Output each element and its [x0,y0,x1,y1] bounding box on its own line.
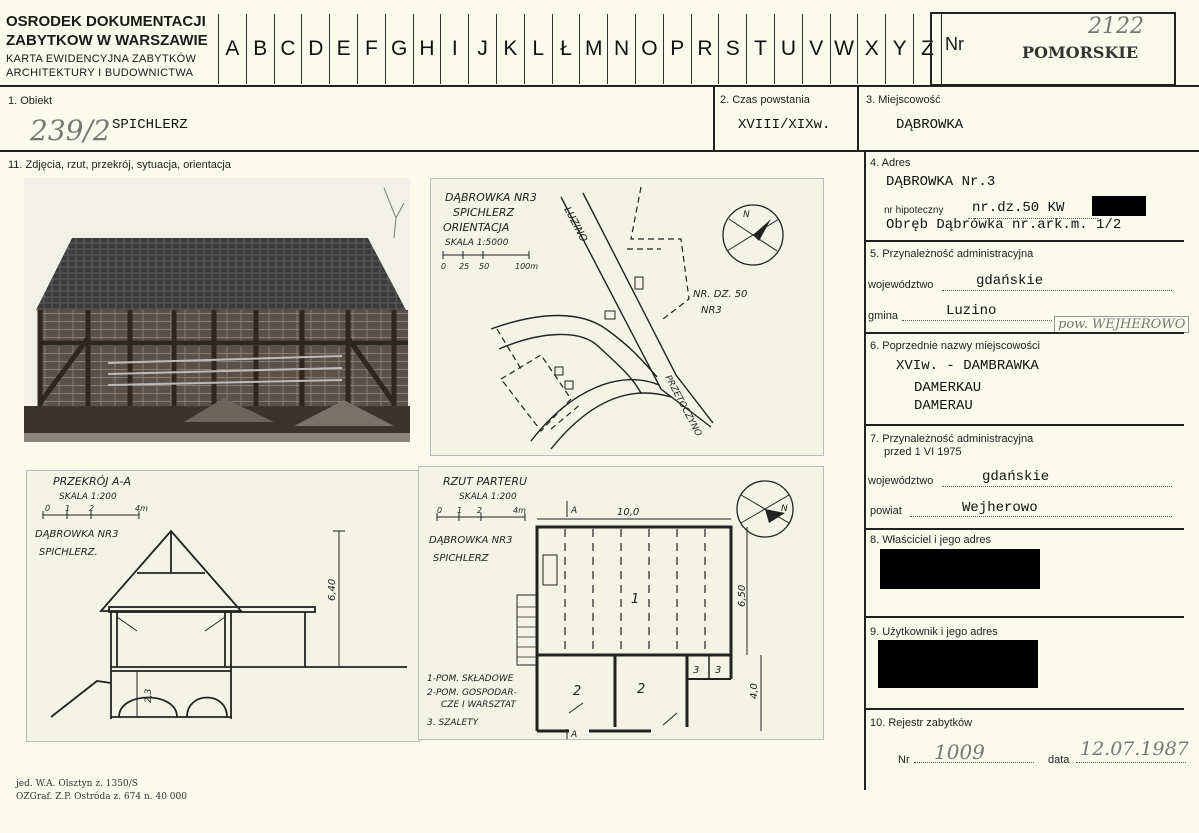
index-letter: Y [885,14,913,84]
plan-width: 10,0 [617,507,640,518]
field4-hip-value: nr.dz.50 KW [972,200,1065,216]
index-letter: P [663,14,691,84]
index-letter: E [329,14,357,84]
institution-line-1: OSRODEK DOKUMENTACJI [6,13,206,30]
field5-woj-label: województwo [868,279,934,291]
section-scale-1: 1 [65,504,71,513]
institution-line-2: ZABYTKOW W WARSZAWIE [6,32,208,49]
map-parcel-1: NR. DZ. 50 [693,289,748,300]
field2-value: XVIII/XIXw. [738,117,831,133]
field10-data-label: data [1048,754,1070,766]
field4-label: 4. Adres [870,157,911,169]
nr-value: 2122 [1088,14,1144,39]
index-letter: F [357,14,385,84]
field7-powiat-value: Wejherowo [962,500,1038,516]
subtitle-line-1: KARTA EWIDENCYJNA ZABYTKÓW [6,53,197,65]
map-scale-25: 25 [459,262,470,271]
divider-2-3 [857,85,859,151]
index-letter: T [746,14,774,84]
section-place: DĄBROWKA NR3 [35,529,119,540]
field7-woj-value: gdańskie [982,469,1050,485]
section-object: SPICHLERZ. [39,547,98,558]
plan-scale-1: 1 [457,506,463,515]
region-value: POMORSKIE [1022,43,1139,62]
index-letter: X [857,14,885,84]
section-height: 6,40 [327,578,338,601]
field5-woj-line [942,290,1172,291]
index-letter: Z [913,14,941,84]
plan-title: RZUT PARTERU [443,475,528,488]
field10-nr-label: Nr [898,754,910,766]
index-letter: J [468,14,496,84]
plan-object: SPICHLERZ [433,553,489,564]
index-letter: U [774,14,802,84]
plan-place: DĄBROWKA NR3 [429,535,513,546]
index-letter: A [218,14,246,84]
plan-legend-3: CZE I WARSZTAT [441,700,516,710]
plan-section-mark-bottom: A [571,730,578,739]
redaction-owner [880,549,1040,589]
field10-label: 10. Rejestr zabytków [870,717,973,729]
plan-legend-4: 3. SZALETY [427,718,479,728]
field1-label: 1. Obiekt [8,95,53,107]
field7-label-1: 7. Przynależność administracyjna [870,433,1034,445]
section-cellar-height: 2,3 [144,688,154,703]
granary-photo-image [24,178,410,442]
field5-label: 5. Przynależność administracyjna [870,248,1034,260]
field6-bottom [864,424,1184,426]
map-road-luzino: LUZINO [561,205,589,245]
index-letter: N [607,14,635,84]
map-scale-label: SKALA 1:5000 [445,238,509,248]
floor-plan-drawing [418,466,824,740]
field7-label-2: przed 1 VI 1975 [884,446,962,458]
field10-data-line [1076,762,1186,763]
plan-room-2b: 2 [637,682,646,697]
field8-label: 8. Właściciel i jego adres [870,534,992,546]
row1-divider [0,150,1199,152]
section-scale-0: 0 [45,504,51,513]
section-scale-label: SKALA 1:200 [59,492,117,502]
field6-name-2: DAMERKAU [914,380,982,396]
header-subtitle [6,52,196,80]
field5-gmina-line [902,320,1052,321]
field7-powiat-line [910,516,1172,517]
field10-data-value: 12.07.1987 [1080,738,1189,760]
index-letter: O [635,14,663,84]
plan-scale-0: 0 [437,506,443,515]
map-north-label: N [743,210,750,220]
index-letter: G [385,14,413,84]
granary-photo [24,178,410,442]
plan-room-3b: 3 [715,665,722,676]
field4-address: DĄBROWKA Nr.3 [886,174,996,190]
map-title-1: DĄBROWKA NR3 [445,191,537,204]
orientation-map [430,178,824,456]
redaction-user [878,640,1038,688]
index-letter: S [718,14,746,84]
field5-gmina-value: Luzino [946,303,997,319]
field10-nr-value: 1009 [934,740,985,764]
right-column-divider [864,150,866,790]
field1-value: SPICHLERZ [112,117,188,133]
map-scale-0: 0 [441,262,447,271]
redaction-hip [1092,196,1146,216]
plan-scale-2: 2 [477,506,483,515]
section-scale-4: 4m [135,504,148,513]
index-letter: I [440,14,468,84]
nr-label: Nr [945,34,964,54]
subtitle-line-2: ARCHITEKTURY I BUDOWNICTWA [6,67,194,79]
section-scale-2: 2 [89,504,95,513]
index-letter: B [246,14,274,84]
index-letter: Ł [552,14,580,84]
field4-hip-label: nr hipoteczny [884,205,944,216]
field6-name-3: DAMERAU [914,398,973,414]
map-scale-100: 100m [515,262,539,271]
footer-print-info [16,778,187,804]
index-letter: H [413,14,441,84]
field9-label: 9. Użytkownik i jego adres [870,626,998,638]
plan-north-label: N [781,504,788,514]
field1-number: 239/2 [30,114,111,147]
map-scale-50: 50 [479,262,490,271]
map-title-3: ORIENTACJA [443,221,510,234]
section-title: PRZEKRÓJ A-A [53,475,132,488]
map-title-2: SPICHLERZ [453,206,515,219]
plan-legend-1: 1-POM. SKŁADOWE [427,674,514,684]
field6-name-1: XVIw. - DAMBRAWKA [896,358,1039,374]
cross-section-svg [27,471,419,741]
index-letter: R [691,14,719,84]
plan-scale-4: 4m [513,506,526,515]
header-divider [0,85,1199,87]
plan-scale-label: SKALA 1:200 [459,492,517,502]
field6-label: 6. Poprzednie nazwy miejscowości [870,340,1040,352]
plan-legend-2: 2-POM. GOSPODAR- [427,688,517,698]
field7-bottom [864,528,1184,530]
plan-room-3a: 3 [693,665,700,676]
field5-bottom [864,332,1184,334]
field3-value: DĄBROWKA [896,117,964,133]
plan-section-mark-top: A [571,506,578,516]
header-institution [6,12,208,50]
plan-depth-2: 4,0 [749,683,760,699]
field5-note: pow. WEJHEROWO [1054,316,1189,333]
cross-section-drawing [26,470,420,742]
field7-woj-line [942,486,1172,487]
field7-woj-label: województwo [868,475,934,487]
field7-powiat-label: powiat [870,505,902,517]
divider-1-2 [713,85,715,151]
map-road-przetoczyno: PRZETOCZYNO [662,373,704,439]
field11-label: 11. Zdjęcia, rzut, przekrój, sytuacja, orientacja [8,159,231,171]
field4-obreb: Obręb Dąbrówka nr.ark.m. 1/2 [886,217,1122,233]
field3-label: 3. Miejscowość [866,94,941,106]
footer-line-2: OZGraf. Z.P. Ostróda z. 674 n. 40 000 [16,792,187,802]
footer-line-1: jed. W.A. Olsztyn z. 1350/S [16,779,138,789]
index-letter: C [274,14,302,84]
plan-room-2a: 2 [573,684,582,699]
map-parcel-2: NR3 [701,305,722,316]
field4-bottom [864,240,1184,242]
index-letter: M [579,14,607,84]
index-letter: L [524,14,552,84]
index-letter: V [802,14,830,84]
floor-plan-svg [419,467,823,739]
field8-bottom [864,616,1184,618]
field9-bottom [864,708,1184,710]
field5-gmina-label: gmina [868,310,898,322]
plan-room-1: 1 [631,592,640,607]
plan-depth-1: 6,50 [737,584,748,607]
field2-label: 2. Czas powstania [720,94,810,106]
index-letter: D [301,14,329,84]
orientation-map-drawing [431,179,823,455]
field5-woj-value: gdańskie [976,273,1044,289]
index-letter: W [830,14,858,84]
index-letter: K [496,14,524,84]
